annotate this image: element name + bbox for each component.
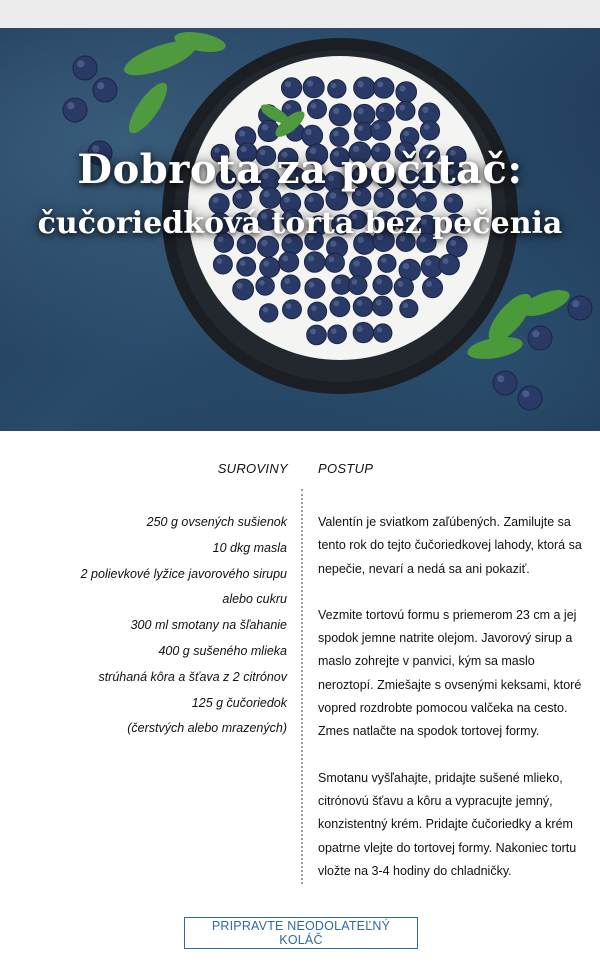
blueberry-highlight — [376, 279, 382, 285]
blueberry — [372, 296, 392, 316]
blueberry-highlight — [311, 305, 317, 311]
blueberry — [237, 257, 256, 276]
blueberry-highlight — [285, 81, 291, 87]
blueberry — [396, 101, 415, 120]
blueberry — [283, 300, 302, 319]
blueberry — [325, 253, 344, 272]
ingredient-item: 125 g čučoriedok — [191, 695, 287, 710]
blueberry-highlight — [285, 104, 291, 110]
blueberry-highlight — [333, 131, 339, 137]
blueberry-highlight — [307, 80, 313, 86]
blueberry — [394, 278, 413, 297]
blueberry — [256, 277, 274, 295]
blueberry-highlight — [284, 197, 290, 203]
blueberry — [350, 256, 372, 278]
blueberry — [374, 324, 392, 342]
blueberry-highlight — [310, 329, 316, 335]
blueberry-highlight — [308, 282, 314, 288]
ingredient-item: 400 g sušeného mlieka — [158, 643, 287, 658]
blueberry-highlight — [403, 263, 409, 269]
blueberry — [213, 255, 232, 274]
blueberry-highlight — [240, 260, 246, 266]
blueberry — [260, 257, 280, 277]
blueberry — [493, 371, 517, 395]
blueberry — [307, 325, 327, 345]
hero-title-line1: Dobrota za počítač: — [77, 146, 523, 193]
blueberry — [63, 98, 87, 122]
blueberry-highlight — [447, 197, 453, 203]
blueberry-highlight — [308, 197, 314, 203]
blueberry-highlight — [284, 278, 290, 284]
blueberry — [307, 100, 326, 119]
blueberry-highlight — [311, 103, 317, 109]
blueberry-highlight — [236, 283, 242, 289]
blueberry-highlight — [213, 197, 219, 203]
hero-banner — [0, 28, 600, 431]
ingredient-item: alebo cukru — [222, 592, 287, 607]
blueberry-highlight — [443, 258, 449, 264]
blueberry — [378, 254, 396, 272]
blueberry — [328, 325, 347, 344]
blueberry-highlight — [376, 300, 382, 306]
blueberry-highlight — [97, 82, 104, 89]
hero-title-line2: čučoriedková torta bez pečenia — [37, 206, 563, 241]
blueberry-highlight — [379, 107, 384, 112]
blueberry-highlight — [420, 195, 426, 201]
blueberry — [308, 302, 327, 321]
blueberry-highlight — [305, 129, 311, 135]
blueberry-highlight — [426, 281, 432, 287]
blueberry-highlight — [377, 327, 383, 333]
blueberry-highlight — [67, 102, 74, 109]
blueberry — [376, 103, 394, 121]
blueberry — [354, 77, 376, 99]
blueberry — [373, 275, 392, 294]
blueberry-highlight — [401, 193, 406, 198]
blueberry-highlight — [353, 260, 360, 267]
blueberry-highlight — [331, 328, 337, 334]
top-bar — [0, 0, 600, 28]
blueberry-highlight — [286, 303, 292, 309]
blueberry — [233, 279, 254, 300]
blueberry-highlight — [352, 279, 358, 285]
blueberry — [353, 322, 373, 342]
ingredients-list — [27, 510, 287, 742]
blueberry — [281, 78, 301, 98]
blueberry — [568, 296, 592, 320]
blueberry-highlight — [263, 261, 269, 267]
column-divider — [301, 489, 303, 884]
ingredients-heading: SUROVINY — [217, 461, 288, 476]
blueberry — [518, 386, 542, 410]
blueberry — [528, 326, 552, 350]
blueberry-highlight — [381, 257, 386, 262]
blueberry — [281, 275, 300, 294]
step-paragraph: Vezmite tortovú formu s priemerom 23 cm a jej spodok jemne natrite olejom. Javorový sirup a maslo zohrejte v panvici, kým sa maslo neroztopí. Zmiešajte s ovsenými keksami, ktoré vopred rozdrobte pomocou valčeka na cesto. Zmes natlačte na spodok tortovej formy. — [318, 607, 582, 739]
blueberry — [259, 304, 277, 322]
blueberry-highlight — [532, 330, 539, 337]
steps-text — [318, 511, 590, 906]
blueberry-highlight — [497, 375, 504, 382]
blueberry — [329, 104, 351, 126]
blueberry-highlight — [335, 278, 341, 284]
blueberry — [73, 56, 97, 80]
blueberry-highlight — [330, 192, 336, 198]
blueberry — [279, 252, 299, 272]
blueberry-highlight — [422, 107, 428, 113]
blueberry-highlight — [404, 131, 410, 137]
blueberry — [304, 252, 324, 272]
blueberry-highlight — [377, 81, 383, 87]
blueberry-highlight — [357, 326, 363, 332]
blueberry-highlight — [262, 124, 268, 130]
blueberry-highlight — [331, 83, 336, 88]
blueberry-highlight — [308, 255, 314, 261]
blueberry — [330, 127, 349, 146]
blueberry — [303, 77, 324, 98]
blueberry — [423, 278, 443, 298]
blueberry-highlight — [398, 281, 404, 287]
blueberry-highlight — [263, 307, 269, 313]
step-paragraph: Valentín je sviatkom zaľúbených. Zamilujte sa tento rok do tejto čučoriedkovej lahody, ktorá sa nepečie, nevarí a nedá sa ani pokaziť. — [318, 515, 582, 576]
blueberry-highlight — [357, 300, 363, 306]
blueberry-highlight — [400, 85, 406, 91]
blueberry-highlight — [425, 260, 431, 266]
recipe-content — [0, 431, 600, 975]
blueberry — [420, 121, 439, 140]
blueberry-highlight — [424, 124, 430, 130]
blueberry — [355, 122, 373, 140]
blueberry-highlight — [357, 81, 363, 87]
blueberry — [302, 125, 323, 146]
blueberry — [328, 80, 346, 98]
blueberry-highlight — [333, 108, 340, 115]
blueberry — [374, 78, 394, 98]
ingredient-item: 300 ml smotany na šľahanie — [130, 618, 287, 633]
blueberry-highlight — [259, 280, 265, 286]
blueberry — [400, 300, 418, 318]
blueberry — [348, 276, 367, 295]
blueberry-highlight — [236, 193, 242, 199]
blueberry-highlight — [358, 125, 363, 130]
ingredient-item: 10 dkg masla — [212, 540, 287, 555]
blueberry-highlight — [282, 256, 288, 262]
ingredient-item: 2 polievkové lyžice javorového sirupu — [80, 566, 287, 581]
ingredient-item: 250 g ovsených sušienok — [146, 515, 287, 529]
blueberry — [93, 78, 117, 102]
ingredient-item: (čerstvých alebo mrazených) — [127, 721, 287, 736]
blueberry — [439, 254, 459, 274]
steps-heading: POSTUP — [318, 461, 374, 476]
blueberry — [371, 120, 391, 140]
blueberry — [330, 297, 350, 317]
blueberry — [396, 82, 417, 103]
blueberry-highlight — [374, 124, 380, 130]
blueberry-highlight — [217, 258, 223, 264]
blueberry-highlight — [239, 130, 245, 136]
blueberry-highlight — [572, 300, 579, 307]
cta-button[interactable]: PRIPRAVTE NEODOLATEĽNÝ KOLÁČ — [184, 917, 418, 949]
blueberry-highlight — [358, 108, 364, 114]
blueberry-highlight — [522, 390, 529, 397]
blueberry — [353, 297, 373, 317]
step-paragraph: Smotanu vyšľahajte, pridajte sušené mlieko, citrónovú šťavu a kôru a vypracujte jemný, konzistentný krém. Pridajte čučoriedky a krém opatrne vlejte do tortovej formy. Nakoniec tortu vložte na 3-4 hodiny do chladničky. — [318, 770, 577, 878]
blueberry-highlight — [330, 241, 336, 247]
blueberry-highlight — [399, 105, 405, 111]
blueberry-highlight — [333, 300, 339, 306]
blueberry-highlight — [403, 303, 408, 308]
blueberry-highlight — [77, 60, 84, 67]
ingredient-item: strúhaná kôra a šťava z 2 citrónov — [98, 669, 287, 684]
blueberry — [305, 278, 325, 298]
blueberry-highlight — [329, 256, 335, 262]
